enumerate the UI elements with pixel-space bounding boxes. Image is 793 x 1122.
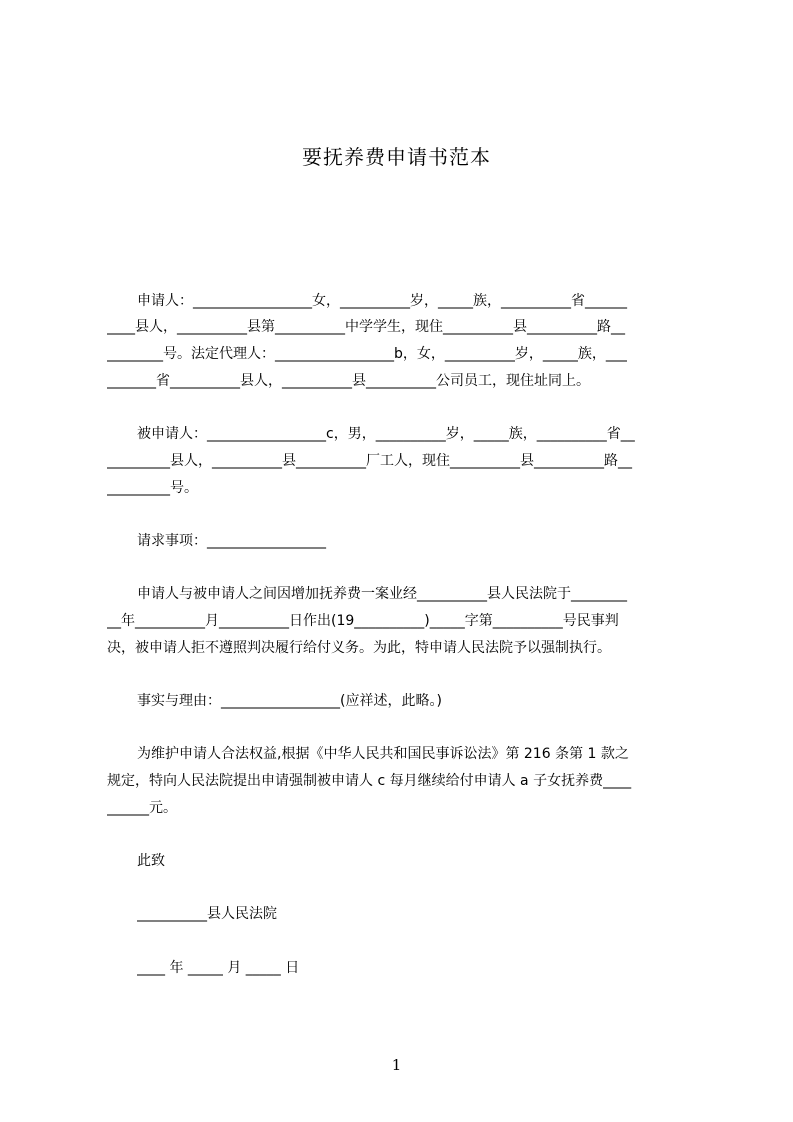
- facts-line: 事实与理由：_________________(应祥述，此略。): [137, 693, 442, 709]
- basis-line-1: 为维护申请人合法权益,根据《中华人民共和国民事诉讼法》第 216 条第 1 款之: [137, 746, 629, 762]
- applicant-line-4: _______省__________县人，__________县__________公司员工，现住址同上。: [107, 373, 590, 389]
- applicant-line-2: ____县人，__________县第__________中学学生，现住__________县__________路__: [107, 319, 625, 335]
- case-line-2: __年__________月__________日作出(19__________)_____字第__________号民事判: [107, 613, 619, 629]
- basis-line-3: ______元。: [107, 800, 177, 816]
- basis-line-2: 规定，特向人民法院提出申请强制被申请人 c 每月继续给付申请人 a 子女抚养费____: [107, 773, 632, 789]
- applicant-line-3: ________号。法定代理人：_________________b，女，__________岁，_____族，___: [107, 346, 627, 362]
- respondent-line-2: _________县人，__________县__________厂工人，现住__________县__________路__: [107, 453, 632, 469]
- respondent-line-1: 被申请人：_________________c，男，__________岁，_____族，__________省__: [137, 426, 635, 442]
- request-line: 请求事项：_________________: [137, 533, 326, 549]
- document-title: 要抚养费申请书范本: [302, 145, 491, 169]
- applicant-line-1: 申请人：_________________女，__________岁，_____族，__________省______: [137, 293, 627, 309]
- salutation: 此致: [137, 853, 165, 869]
- court-line: __________县人民法院: [137, 906, 277, 922]
- page-number: 1: [391, 1056, 402, 1074]
- date-line: ____ 年 _____ 月 _____ 日: [137, 960, 300, 976]
- case-line-1: 申请人与被申请人之间因增加抚养费一案业经__________县人民法院于________: [137, 586, 627, 602]
- case-line-3: 决，被申请人拒不遵照判决履行给付义务。为此，特申请人民法院予以强制执行。: [107, 640, 611, 656]
- respondent-line-3: _________号。: [107, 480, 198, 496]
